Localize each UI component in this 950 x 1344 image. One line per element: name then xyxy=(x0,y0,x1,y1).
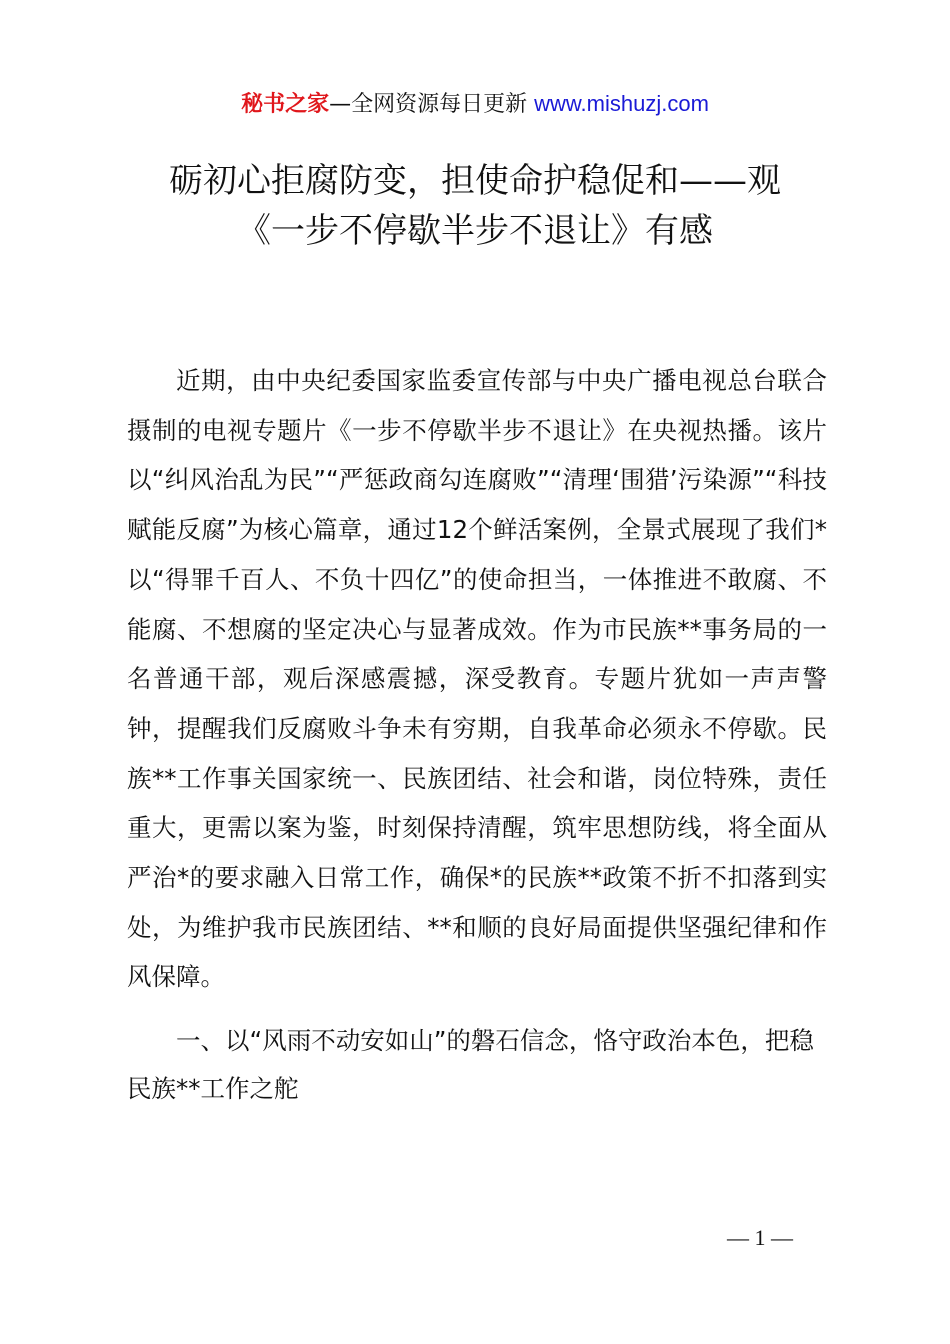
header-tagline: —全网资源每日更新 xyxy=(329,92,535,117)
page-number: — 1 — xyxy=(727,1225,793,1250)
title-line-1: 砺初心拒腐防变，担使命护稳促和——观 xyxy=(169,161,781,201)
title-line-2: 《一步不停歇半步不退让》有感 xyxy=(237,211,713,251)
site-header xyxy=(0,88,950,121)
brand-name: 秘书之家 xyxy=(241,92,330,117)
body-paragraph-1: 近期，由中央纪委国家监委宣传部与中央广播电视总台联合摄制的电视专题片《一步不停歇半步不退让》在央视热播。该片以“纠风治乱为民”“严惩政商勾连腐败”“清理‘围猎’污染源”“科技赋能反腐”为核心篇章，通过12个鲜活案例，全景式展现了我们*以“得罪千百人、不负十四亿”的使命担当，一体推进不敢腐、不能腐、不想腐的坚定决心与显著成效。作为市民族**事务局的一名普通干部，观后深感震撼，深受教育。专题片犹如一声声警钟，提醒我们反腐败斗争未有穷期，自我革命必须永不停歇。民族**工作事关国家统一、民族团结、社会和谐，岗位特殊，责任重大，更需以案为鉴，时刻保持清醒，筑牢思想防线，将全面从严治*的要求融入日常工作，确保*的民族**政策不折不扣落到实处，为维护我市民族团结、**和顺的良好局面提供坚强纪律和作风保障。 xyxy=(127,366,827,992)
document-title xyxy=(60,156,890,256)
section-heading-1: 一、以“风雨不动安如山”的磐石信念，恪守政治本色，把稳民族**工作之舵 xyxy=(127,1026,814,1103)
site-url-link[interactable]: www.mishuzj.com xyxy=(534,91,709,116)
